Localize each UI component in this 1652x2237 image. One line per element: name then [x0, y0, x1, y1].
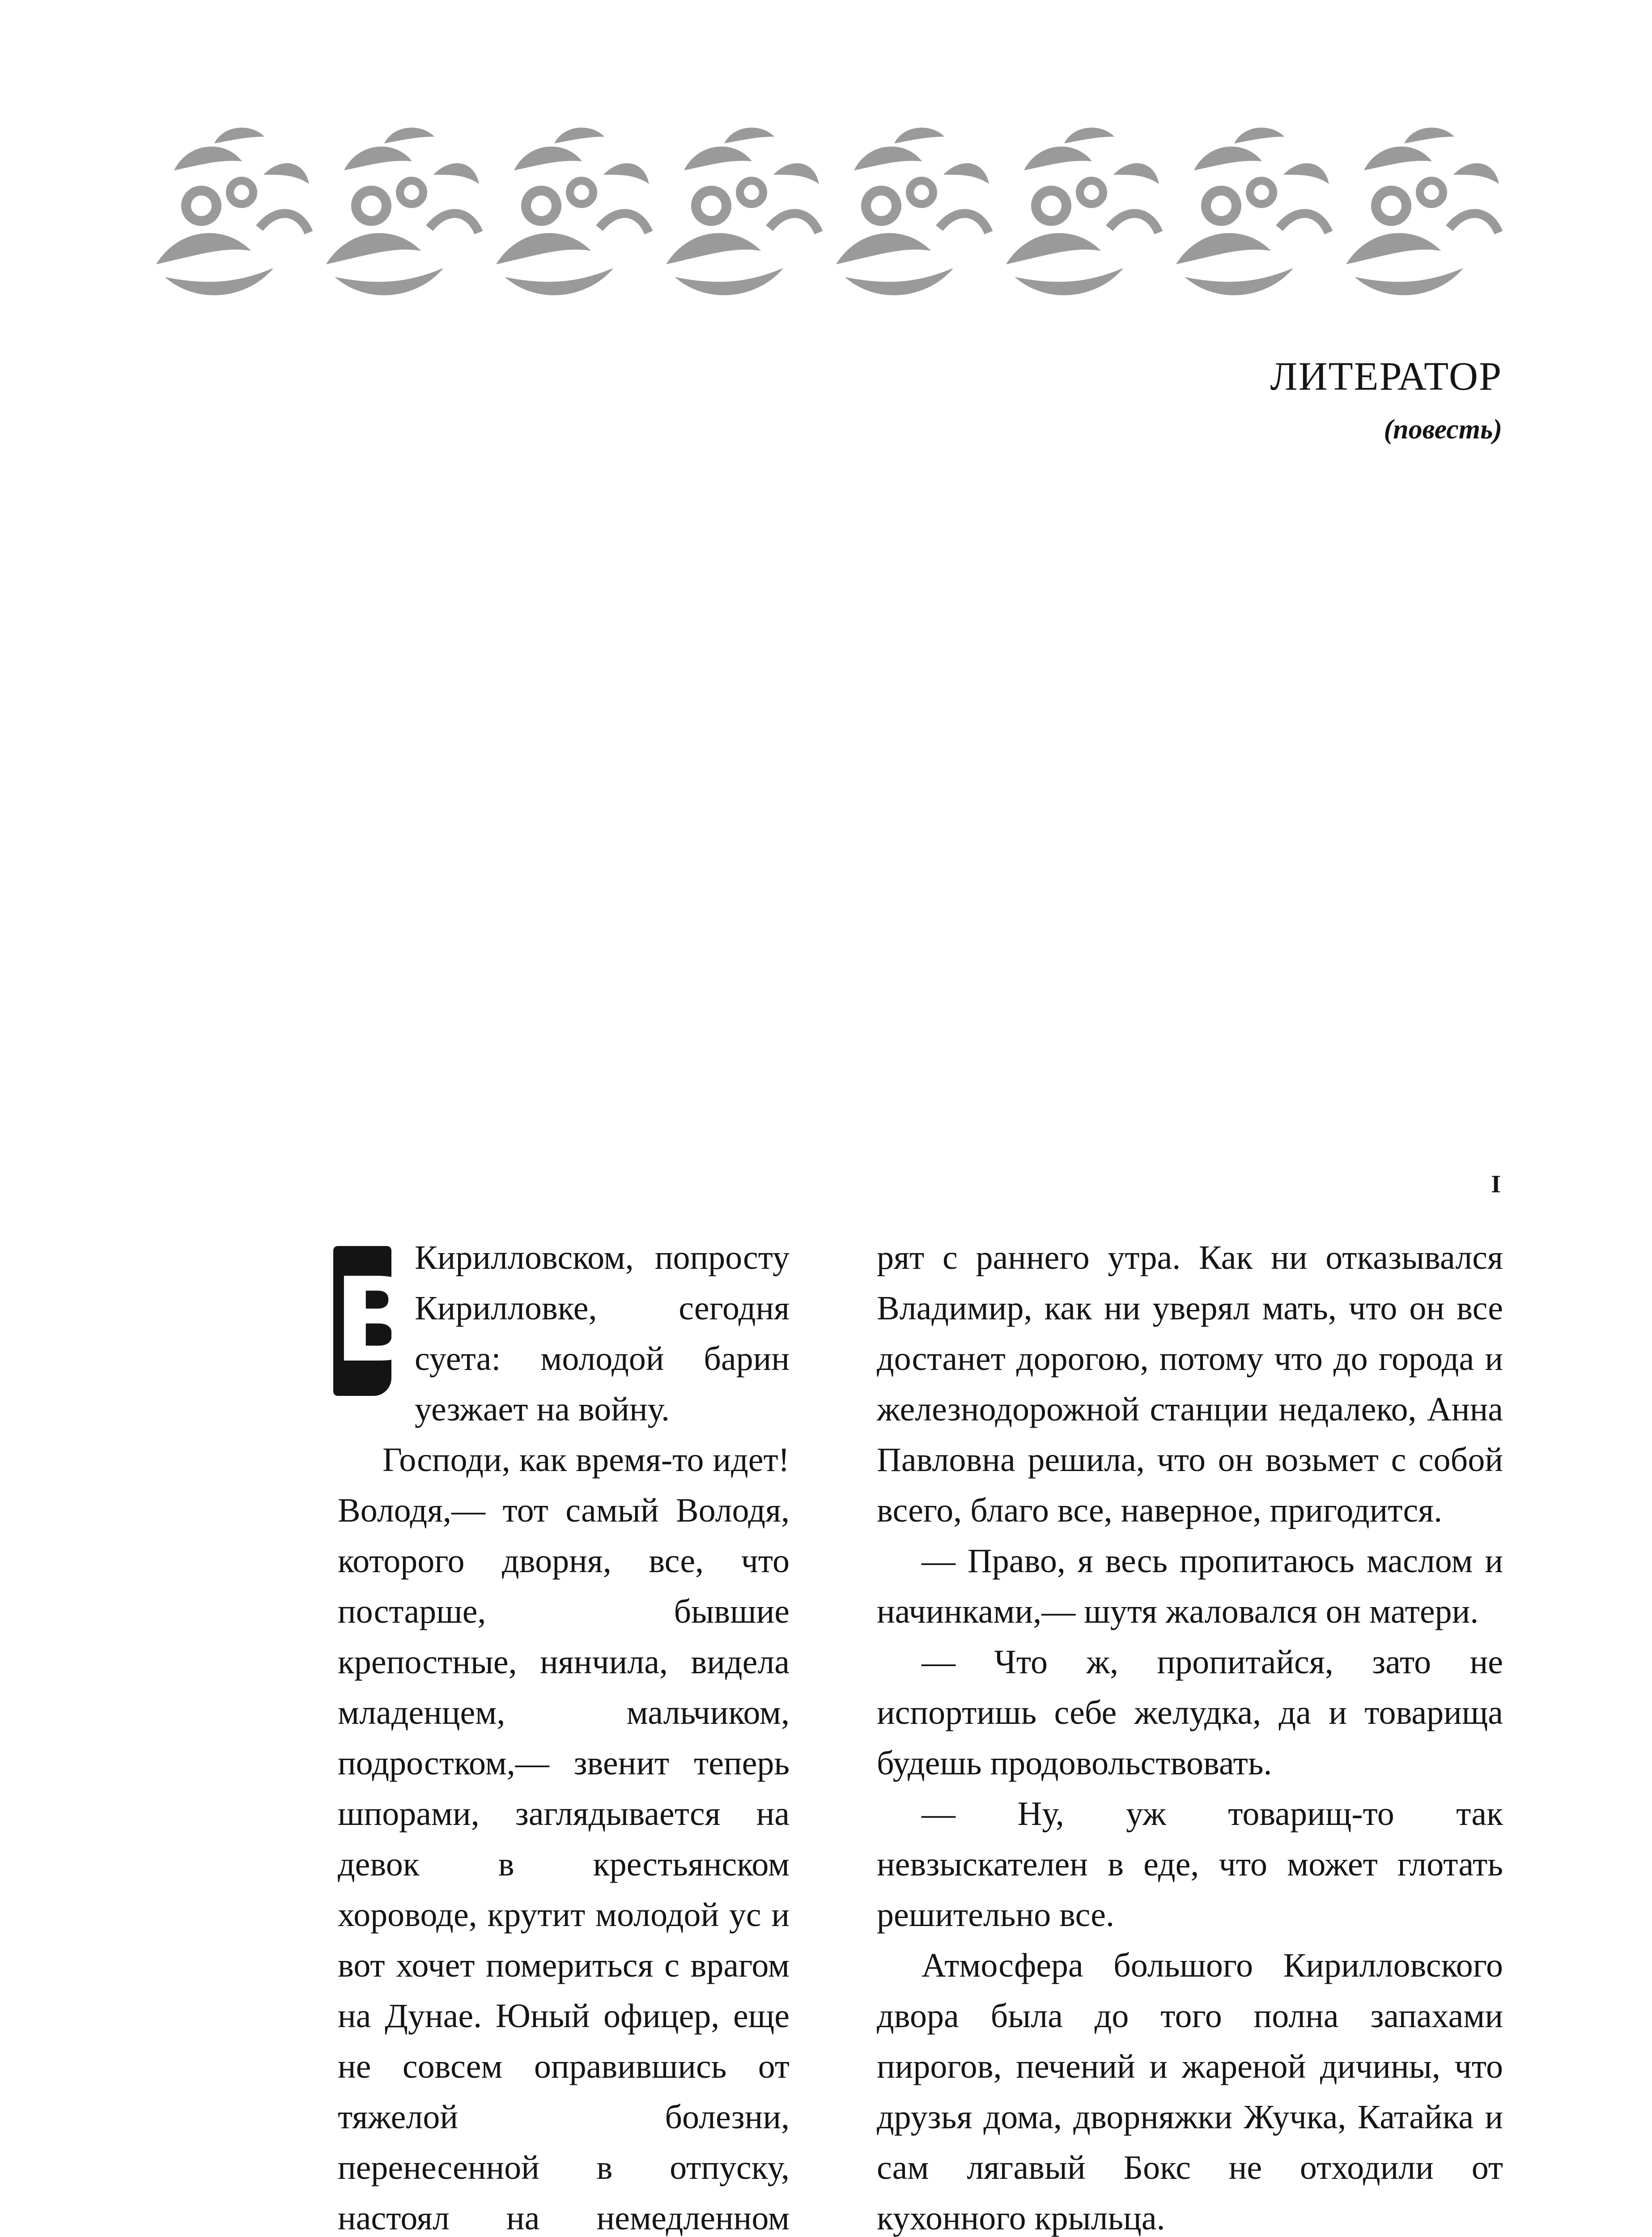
dialogue-paragraph: — Право, я весь пропитаюсь маслом и начинками,— шутя жаловался он матери. — [877, 1542, 1503, 1630]
story-title: ЛИТЕРАТОР — [1270, 354, 1502, 399]
paragraph: Атмосфера большого Кирилловского двора была до того полна запахами пирогов, печений и жареной дичины, что друзья дома, дворняжки Жучка, Катайка и сам лягавый Бокс не отходили от кухонного крыльца. — [877, 1947, 1503, 2237]
opening-paragraph — [333, 1233, 790, 1435]
dialogue-paragraph: — Ну, уж товарищ-то так невзыскателен в еде, что может глотать решительно все. — [877, 1795, 1503, 1934]
text-column-right — [877, 1233, 1503, 2237]
floral-vine-ornament — [148, 116, 1512, 327]
opening-paragraph-text: Кирилловском, попросту Кирилловке, сегодня суета: молодой барин уезжает на войну. — [415, 1239, 790, 1428]
drop-cap-letter: В — [333, 1246, 391, 1396]
story-genre-subtitle: (повесть) — [1384, 414, 1502, 445]
chapter-number: I — [1491, 1170, 1501, 1198]
text-column-left — [333, 1233, 790, 2237]
continued-paragraph: рят с раннего утра. Как ни отказывался Владимир, как ни уверял мать, что он все достанет дорогою, потому что до города и железнодорожной станции недалеко, Анна Павловна решила, что он возьмет с собой всего, благо все, наверное, пригодится. — [877, 1239, 1503, 1529]
dialogue-paragraph: — Что ж, пропитайся, зато не испортишь себе желудка, да и товарища будешь продовольствовать. — [877, 1643, 1503, 1782]
paragraph: Господи, как время-то идет! Володя,— тот самый Володя, которого дворня, все, что постарше, бывшие крепостные, нянчила, видела младенцем, мальчиком, подростком,— звенит теперь шпорами, заглядывается на девок в крестьянском хороводе, крутит молодой ус и вот хочет помериться с врагом на Дунае. Юный офицер, еще не совсем оправившись от тяжелой болезни, перенесенной в отпуску, настоял на немедленном — [338, 1441, 790, 2237]
